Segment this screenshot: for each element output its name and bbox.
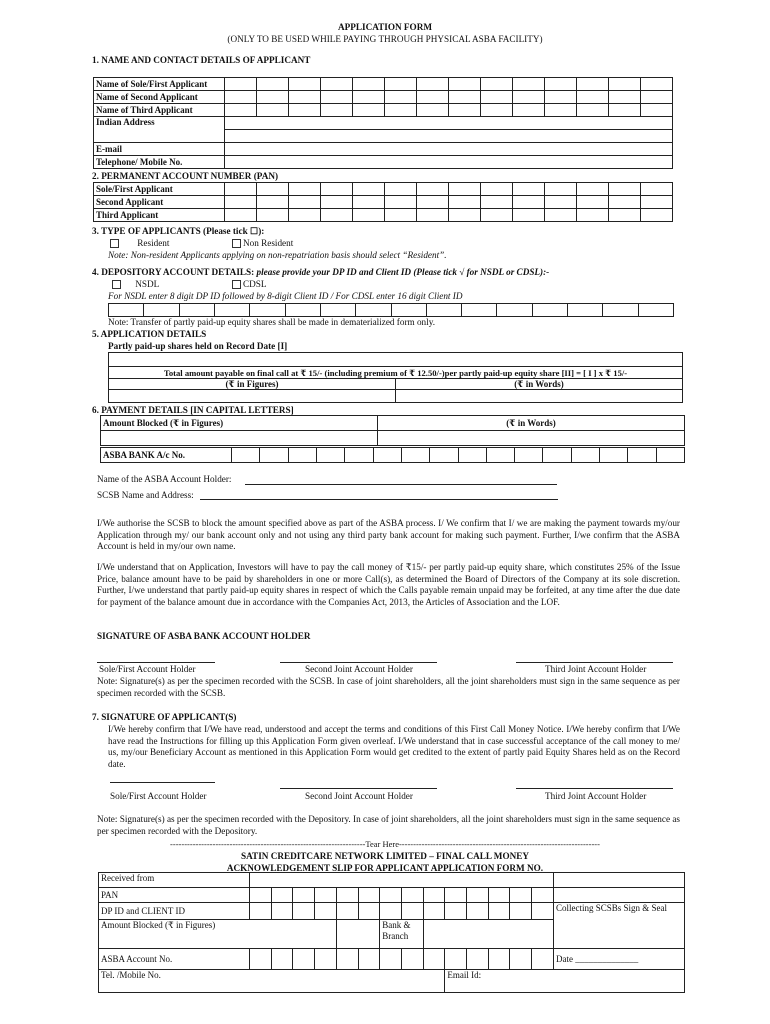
- section-5-heading: 5. APPLICATION DETAILS: [92, 329, 207, 339]
- character-box[interactable]: [609, 78, 641, 91]
- signature-line[interactable]: [97, 662, 215, 663]
- dp-client-id-boxes[interactable]: [108, 303, 674, 317]
- pan-character-box[interactable]: [417, 183, 449, 196]
- amount-blocked-field[interactable]: [101, 431, 378, 446]
- character-box[interactable]: [513, 78, 545, 91]
- acknowledgement-slip-table: [98, 872, 685, 993]
- character-box[interactable]: [417, 78, 449, 91]
- application-details-table: [108, 352, 683, 403]
- pan-character-box[interactable]: [353, 209, 385, 222]
- slip-title: SATIN CREDITCARE NETWORK LIMITED – FINAL CALL MONEY: [241, 851, 529, 861]
- pan-character-box[interactable]: [609, 183, 641, 196]
- slip-date-label: Date ______________: [554, 949, 685, 970]
- account-number-box[interactable]: [656, 448, 684, 463]
- dp-client-id-box[interactable]: [356, 304, 391, 317]
- character-box[interactable]: [353, 104, 385, 117]
- dp-client-id-box[interactable]: [568, 304, 603, 317]
- pan-character-box[interactable]: [385, 183, 417, 196]
- character-box[interactable]: [321, 78, 353, 91]
- non-resident-option[interactable]: Non Resident: [232, 238, 293, 248]
- slip-asba-box[interactable]: [510, 949, 532, 970]
- slip-asba-box[interactable]: [445, 949, 467, 970]
- pan-character-box[interactable]: [545, 183, 577, 196]
- slip-bank-branch-field[interactable]: [423, 920, 553, 949]
- pan-character-box[interactable]: [577, 183, 609, 196]
- dp-client-id-box[interactable]: [497, 304, 532, 317]
- slip-pan-box[interactable]: [293, 888, 315, 903]
- slip-asba-box[interactable]: [293, 949, 315, 970]
- character-box[interactable]: [417, 91, 449, 104]
- applicant-confirmation: I/We hereby confirm that I/We have read, understood and accept the terms and conditions of this First Call Money Notice. I/We hereby confirm that I/We have read the Instructions for filling up this Application Form given overleaf. I/We understand that in case successful acceptance of the call money to me/ us, my/our Beneficiary Account as mentioned in this Application Form would get credited to the extent of partly paid Equity Shares held as on the Record date.: [108, 724, 680, 769]
- pan-character-box[interactable]: [417, 196, 449, 209]
- dp-client-id-box[interactable]: [391, 304, 426, 317]
- amount-blocked-label: Amount Blocked (₹ in Figures): [101, 416, 378, 431]
- pan-character-box[interactable]: [289, 196, 321, 209]
- character-box[interactable]: [641, 104, 673, 117]
- call-money-paragraph: I/We understand that on Application, Investors will have to pay the call money of ₹15/- per partly paid-up equity share, which constitutes 25% of the Issue Price, balance amount have to be paid by shareholders in one or more Call(s), as determined the Board of Directors of the Company at its sole discretion. Further, I/we understand that partly paid-up equity shares in respect of which the Calls payable remain unpaid may be forfeited, at any time after the due date for payment of the balance amount due in accordance with the Companies Act, 2013, the Articles of Association and the LOF.: [97, 562, 680, 607]
- character-box[interactable]: [545, 78, 577, 91]
- pan-character-box[interactable]: [641, 196, 673, 209]
- checkbox-icon[interactable]: [232, 239, 241, 248]
- slip-asba-box[interactable]: [336, 949, 358, 970]
- slip-amount-label: Amount Blocked (₹ in Figures): [99, 920, 337, 949]
- scsb-line[interactable]: [200, 499, 558, 500]
- account-number-box[interactable]: [430, 448, 458, 463]
- account-number-box[interactable]: [288, 448, 316, 463]
- account-number-box[interactable]: [401, 448, 429, 463]
- character-box[interactable]: [641, 78, 673, 91]
- character-box[interactable]: [577, 78, 609, 91]
- slip-asba-box[interactable]: [423, 949, 445, 970]
- signature-line[interactable]: [516, 788, 673, 789]
- character-box[interactable]: [289, 78, 321, 91]
- checkbox-icon[interactable]: [110, 239, 119, 248]
- character-box[interactable]: [577, 91, 609, 104]
- pan-character-box[interactable]: [225, 209, 257, 222]
- pan-character-box[interactable]: [385, 196, 417, 209]
- authorisation-paragraph: I/We authorise the SCSB to block the amount specified above as part of the ASBA process. I/ We confirm that I/ we are making the payment towards my/our Application through my/ our bank account only and not using any third party bank account for making such payment. Further, I/we confirm that the ASBA Account is held in my/our own name.: [97, 518, 680, 551]
- pan-character-box[interactable]: [225, 183, 257, 196]
- second-holder-label: Second Joint Account Holder: [305, 664, 413, 674]
- third-holder-label: Third Joint Account Holder: [545, 791, 647, 801]
- slip-pan-box[interactable]: [271, 888, 293, 903]
- slip-pan-box[interactable]: [358, 888, 380, 903]
- figures-label: (₹ in Figures): [109, 379, 396, 390]
- scsb-label: SCSB Name and Address:: [97, 490, 194, 500]
- pan-character-box[interactable]: [609, 209, 641, 222]
- character-box[interactable]: [545, 91, 577, 104]
- account-holder-line[interactable]: [245, 484, 557, 485]
- pan-character-box[interactable]: [257, 209, 289, 222]
- dp-client-id-box[interactable]: [603, 304, 638, 317]
- section-2-heading: 2. PERMANENT ACCOUNT NUMBER (PAN): [92, 171, 279, 181]
- pan-character-box[interactable]: [449, 183, 481, 196]
- pan-character-box[interactable]: [513, 209, 545, 222]
- slip-form-number-box[interactable]: [554, 873, 685, 888]
- collecting-scsb-label: Collecting SCSBs Sign & Seal: [554, 903, 685, 949]
- pan-character-box[interactable]: [577, 209, 609, 222]
- character-box[interactable]: [289, 104, 321, 117]
- slip-dp-box[interactable]: [380, 903, 402, 920]
- character-box[interactable]: [449, 78, 481, 91]
- dp-client-id-box[interactable]: [320, 304, 355, 317]
- character-box[interactable]: [353, 91, 385, 104]
- indian-address-label: Indian Address: [94, 117, 225, 143]
- account-holder-label: Name of the ASBA Account Holder:: [97, 474, 232, 484]
- slip-email-label: Email Id:: [445, 970, 685, 993]
- section-3-heading: 3. TYPE OF APPLICANTS (Please tick ☐):: [92, 226, 265, 236]
- contact-field[interactable]: [225, 143, 673, 156]
- contact-row-label: Name of Second Applicant: [94, 91, 225, 104]
- pan-character-box[interactable]: [321, 183, 353, 196]
- amount-words-field[interactable]: [396, 390, 683, 403]
- indian-address-field[interactable]: [225, 130, 673, 143]
- account-number-box[interactable]: [316, 448, 344, 463]
- received-from-field[interactable]: [250, 873, 554, 888]
- amount-figures-field[interactable]: [109, 390, 396, 403]
- slip-asba-box[interactable]: [467, 949, 489, 970]
- pan-character-box[interactable]: [449, 196, 481, 209]
- account-number-box[interactable]: [232, 448, 260, 463]
- slip-dp-label: DP ID and CLIENT ID: [99, 903, 250, 920]
- character-box[interactable]: [321, 104, 353, 117]
- asba-bank-account-table: [100, 447, 685, 463]
- dp-client-id-box[interactable]: [109, 304, 144, 317]
- character-box[interactable]: [257, 91, 289, 104]
- contact-row-label: E-mail: [94, 143, 225, 156]
- slip-bank-branch-label: Bank & Branch: [380, 920, 423, 949]
- pan-character-box[interactable]: [481, 183, 513, 196]
- pan-table: [93, 182, 673, 222]
- dp-client-id-box[interactable]: [426, 304, 461, 317]
- character-box[interactable]: [449, 91, 481, 104]
- pan-character-box[interactable]: [257, 196, 289, 209]
- pan-character-box[interactable]: [481, 196, 513, 209]
- pan-character-box[interactable]: [353, 183, 385, 196]
- character-box[interactable]: [257, 78, 289, 91]
- slip-pan-box[interactable]: [315, 888, 337, 903]
- character-box[interactable]: [257, 104, 289, 117]
- checkbox-icon[interactable]: [112, 280, 121, 289]
- slip-pan-box[interactable]: [423, 888, 445, 903]
- character-box[interactable]: [577, 104, 609, 117]
- pan-character-box[interactable]: [577, 196, 609, 209]
- character-box[interactable]: [353, 78, 385, 91]
- slip-pan-box[interactable]: [250, 888, 272, 903]
- pan-character-box[interactable]: [641, 183, 673, 196]
- pan-character-box[interactable]: [417, 209, 449, 222]
- slip-asba-box[interactable]: [250, 949, 272, 970]
- character-box[interactable]: [385, 104, 417, 117]
- slip-dp-box[interactable]: [510, 903, 532, 920]
- dp-client-id-box[interactable]: [285, 304, 320, 317]
- slip-dp-box[interactable]: [401, 903, 423, 920]
- dp-client-id-box[interactable]: [532, 304, 567, 317]
- section-7-heading: 7. SIGNATURE OF APPLICANT(S): [92, 712, 237, 722]
- signature-line[interactable]: [280, 662, 437, 663]
- signature-line[interactable]: [280, 788, 437, 789]
- account-number-box[interactable]: [543, 448, 571, 463]
- dp-client-id-box[interactable]: [638, 304, 673, 317]
- account-number-box[interactable]: [486, 448, 514, 463]
- signature-line[interactable]: [516, 662, 673, 663]
- character-box[interactable]: [289, 91, 321, 104]
- character-box[interactable]: [481, 104, 513, 117]
- bank-signature-heading: SIGNATURE OF ASBA BANK ACCOUNT HOLDER: [97, 631, 311, 641]
- tear-here-line: ---------------------------------------------------------------------Tear Here-----------------------------------------------------------------------: [170, 839, 600, 849]
- payment-details-table: [100, 415, 685, 446]
- applicant-signature-note: Note: Signature(s) as per the specimen recorded with the Depository. In case of joint shareholders, all the joint shareholders must sign in the same sequence as per specimen recorded with the Depository.: [97, 814, 680, 836]
- character-box[interactable]: [321, 91, 353, 104]
- pan-character-box[interactable]: [353, 196, 385, 209]
- slip-asba-box[interactable]: [271, 949, 293, 970]
- sole-holder-label: Sole/First Account Holder: [99, 664, 196, 674]
- pan-character-box[interactable]: [545, 209, 577, 222]
- section-1-heading: 1. NAME AND CONTACT DETAILS OF APPLICANT: [92, 55, 311, 65]
- received-from-label: Received from: [99, 873, 250, 888]
- cdsl-option[interactable]: CDSL: [232, 279, 267, 289]
- dp-client-id-box[interactable]: [250, 304, 285, 317]
- character-box[interactable]: [609, 104, 641, 117]
- character-box[interactable]: [385, 78, 417, 91]
- contact-row-label: Name of Third Applicant: [94, 104, 225, 117]
- second-holder-label: Second Joint Account Holder: [305, 791, 413, 801]
- slip-dp-box[interactable]: [488, 903, 510, 920]
- contact-details-table: [93, 77, 673, 169]
- pan-character-box[interactable]: [481, 209, 513, 222]
- character-box[interactable]: [449, 104, 481, 117]
- account-number-box[interactable]: [600, 448, 628, 463]
- account-number-box[interactable]: [515, 448, 543, 463]
- slip-dp-box[interactable]: [358, 903, 380, 920]
- character-box[interactable]: [385, 91, 417, 104]
- section-6-heading: 6. PAYMENT DETAILS [IN CAPITAL LETTERS]: [92, 405, 294, 415]
- slip-pan-box[interactable]: [336, 888, 358, 903]
- slip-amount-field[interactable]: [336, 920, 379, 949]
- checkbox-icon[interactable]: [232, 280, 241, 289]
- slip-asba-box[interactable]: [380, 949, 402, 970]
- dp-client-id-box[interactable]: [179, 304, 214, 317]
- resident-option[interactable]: Resident: [110, 238, 169, 248]
- pan-character-box[interactable]: [289, 183, 321, 196]
- pan-character-box[interactable]: [513, 183, 545, 196]
- contact-field[interactable]: [225, 156, 673, 169]
- slip-dp-box[interactable]: [467, 903, 489, 920]
- pan-character-box[interactable]: [257, 183, 289, 196]
- dp-client-id-box[interactable]: [214, 304, 249, 317]
- character-box[interactable]: [417, 104, 449, 117]
- character-box[interactable]: [225, 91, 257, 104]
- character-box[interactable]: [513, 91, 545, 104]
- pan-character-box[interactable]: [513, 196, 545, 209]
- section-3-note: Note: Non-resident Applicants applying on non-repatriation basis should select “Resident”.: [108, 250, 447, 260]
- slip-pan-box[interactable]: [380, 888, 402, 903]
- contact-row-label: Telephone/ Mobile No.: [94, 156, 225, 169]
- section-4-heading: 4. DEPOSITORY ACCOUNT DETAILS: please provide your DP ID and Client ID (Please tick √ for NSDL or CDSL):-: [92, 267, 550, 277]
- pan-row-label: Sole/First Applicant: [94, 183, 225, 196]
- total-amount-label: Total amount payable on final call at ₹ 15/- (including premium of ₹ 12.50/-)per partly paid-up equity share [II] = [ I ] x ₹ 15/-: [109, 367, 683, 379]
- pan-character-box[interactable]: [385, 209, 417, 222]
- character-box[interactable]: [545, 104, 577, 117]
- pan-character-box[interactable]: [321, 209, 353, 222]
- contact-row-label: Name of Sole/First Applicant: [94, 78, 225, 91]
- pan-character-box[interactable]: [545, 196, 577, 209]
- character-box[interactable]: [641, 91, 673, 104]
- slip-pan-box[interactable]: [467, 888, 489, 903]
- slip-dp-box[interactable]: [315, 903, 337, 920]
- slip-pan-label: PAN: [99, 888, 250, 903]
- pan-character-box[interactable]: [289, 209, 321, 222]
- character-box[interactable]: [481, 78, 513, 91]
- slip-dp-box[interactable]: [250, 903, 272, 920]
- words-label: (₹ in Words): [396, 379, 683, 390]
- slip-subtitle: ACKNOWLEDGEMENT SLIP FOR APPLICANT APPLICATION FORM NO.: [226, 863, 544, 873]
- form-title: APPLICATION FORM: [338, 22, 432, 32]
- dp-client-id-box[interactable]: [144, 304, 179, 317]
- section-4-note: Note: Transfer of partly paid-up equity shares shall be made in dematerialized form only.: [108, 317, 435, 327]
- payment-words-field[interactable]: [378, 431, 685, 446]
- indian-address-field[interactable]: [225, 117, 673, 130]
- character-box[interactable]: [481, 91, 513, 104]
- pan-character-box[interactable]: [449, 209, 481, 222]
- slip-dp-box[interactable]: [271, 903, 293, 920]
- pan-row-label: Second Applicant: [94, 196, 225, 209]
- slip-pan-box[interactable]: [488, 888, 510, 903]
- slip-dp-box[interactable]: [445, 903, 467, 920]
- character-box[interactable]: [225, 104, 257, 117]
- slip-dp-box[interactable]: [532, 903, 554, 920]
- slip-dp-box[interactable]: [293, 903, 315, 920]
- account-number-box[interactable]: [458, 448, 486, 463]
- slip-asba-box[interactable]: [532, 949, 554, 970]
- slip-asba-label: ASBA Account No.: [99, 949, 250, 970]
- slip-asba-box[interactable]: [488, 949, 510, 970]
- pan-character-box[interactable]: [609, 196, 641, 209]
- slip-pan-box[interactable]: [401, 888, 423, 903]
- account-number-box[interactable]: [345, 448, 373, 463]
- character-box[interactable]: [225, 78, 257, 91]
- slip-tel-label: Tel. /Mobile No.: [99, 970, 445, 993]
- signature-line[interactable]: [110, 782, 215, 783]
- nsdl-option[interactable]: NSDL: [112, 279, 159, 289]
- character-box[interactable]: [609, 91, 641, 104]
- sole-holder-label: Sole/First Account Holder: [110, 791, 207, 801]
- slip-asba-box[interactable]: [401, 949, 423, 970]
- slip-pan-box[interactable]: [532, 888, 554, 903]
- depository-hint: For NSDL enter 8 digit DP ID followed by 8-digit Client ID / For CDSL enter 16 digit Client ID: [108, 291, 463, 301]
- account-number-box[interactable]: [260, 448, 288, 463]
- pan-row-label: Third Applicant: [94, 209, 225, 222]
- slip-dp-box[interactable]: [423, 903, 445, 920]
- bank-signature-note: Note: Signature(s) as per the specimen recorded with the SCSB. In case of joint shareholders, all the joint shareholders must sign in the same sequence as per specimen recorded with the SCSB.: [97, 676, 680, 698]
- slip-asba-box[interactable]: [315, 949, 337, 970]
- account-number-box[interactable]: [373, 448, 401, 463]
- slip-dp-box[interactable]: [336, 903, 358, 920]
- slip-blank-cell: [554, 888, 685, 903]
- pan-character-box[interactable]: [641, 209, 673, 222]
- pan-character-box[interactable]: [321, 196, 353, 209]
- third-holder-label: Third Joint Account Holder: [545, 664, 647, 674]
- asba-bank-label: ASBA BANK A/c No.: [101, 448, 232, 463]
- account-number-box[interactable]: [628, 448, 656, 463]
- account-number-box[interactable]: [571, 448, 599, 463]
- dp-client-id-box[interactable]: [462, 304, 497, 317]
- section-5-subheading: Partly paid-up shares held on Record Date [I]: [108, 341, 288, 351]
- pan-character-box[interactable]: [225, 196, 257, 209]
- payment-words-label: (₹ in Words): [378, 416, 685, 431]
- slip-asba-box[interactable]: [358, 949, 380, 970]
- form-subtitle: (ONLY TO BE USED WHILE PAYING THROUGH PHYSICAL ASBA FACILITY): [227, 34, 543, 44]
- shares-held-field[interactable]: [109, 353, 683, 367]
- slip-pan-box[interactable]: [445, 888, 467, 903]
- slip-pan-box[interactable]: [510, 888, 532, 903]
- character-box[interactable]: [513, 104, 545, 117]
